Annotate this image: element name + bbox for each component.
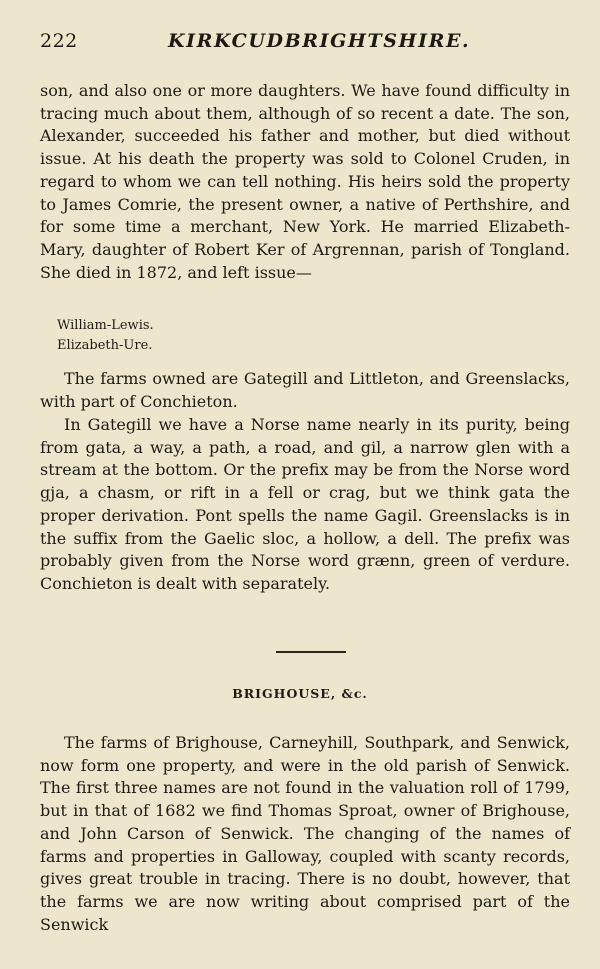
page-header <box>40 30 572 60</box>
paragraph-etymology: In Gategill we have a Norse name nearly in its purity, being from gata, a way, a path, a road, and gil, a narrow glen with a stream at the bottom. Or the prefix may be from the Norse word gja, a chasm, or rift in a fell or crag, but we think gata the proper derivation. Pont spells the name Gagil. Greenslacks is in the suffix from the Gaelic sloc, a hollow, a dell. The prefix was probably given from the Norse word grænn, green of verdure. Conchieton is dealt with separately. <box>40 415 570 593</box>
list-item: William-Lewis. <box>57 318 154 333</box>
section-heading: BRIGHOUSE, &c. <box>232 686 368 701</box>
paragraph-brighouse: The farms of Brighouse, Carneyhill, Southpark, and Senwick, now form one property, and were in the old parish of Senwick. The first three names are not found in the valuation roll of 1799, but in that of 1682 we find Thomas Sproat, owner of Brighouse, and John Carson of Senwick. The changing of the names of farms and properties in Galloway, coupled with scanty records, gives great trouble in tracing. There is no doubt, however, that the farms we are now writing about comprised part of the Senwick <box>40 733 570 934</box>
list-item: Elizabeth-Ure. <box>57 338 153 353</box>
running-head: KIRKCUDBRIGHTSHIRE. <box>168 30 471 52</box>
paragraph-family: son, and also one or more daughters. We have found difficulty in tracing much about them, although of so recent a date. The son, Alexander, succeeded his father and mother, but died without issue. At his death the property was sold to Colonel Cruden, in regard to whom we can tell nothing. His heirs sold the property to James Comrie, the present owner, a native of Perthshire, and for some time a merchant, New York. He married Elizabeth-Mary, daughter of Robert Ker of Argrennan, parish of Tongland. She died in 1872, and left issue— <box>40 81 570 282</box>
paragraph-farms: The farms owned are Gategill and Littleton, and Greenslacks, with part of Conchieton. <box>40 369 570 411</box>
issue-list <box>57 316 154 356</box>
page-number: 222 <box>40 30 78 52</box>
section-divider <box>276 651 346 653</box>
